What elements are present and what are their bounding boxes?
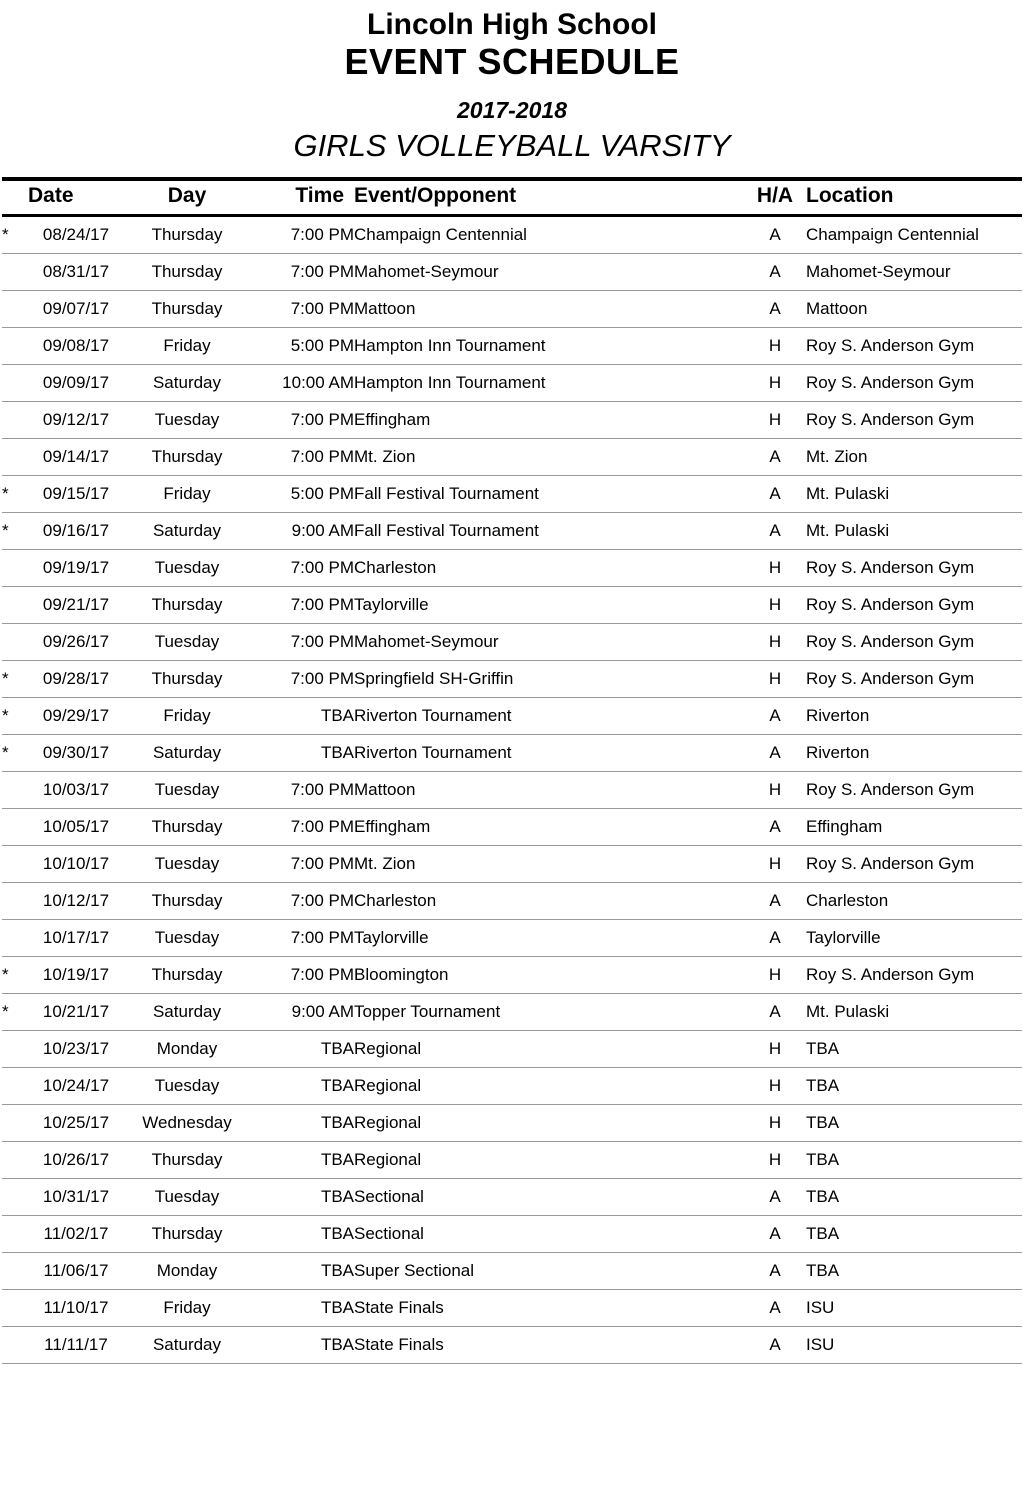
row-location: Roy S. Anderson Gym <box>806 549 1022 586</box>
row-date: 09/08/17 <box>28 327 124 364</box>
row-date: 10/24/17 <box>28 1067 124 1104</box>
table-row <box>2 1104 1022 1141</box>
row-date: 10/31/17 <box>28 1178 124 1215</box>
sport-label: GIRLS VOLLEYBALL VARSITY <box>293 127 731 163</box>
row-day: Saturday <box>124 993 250 1030</box>
table-row <box>2 401 1022 438</box>
row-day: Tuesday <box>124 623 250 660</box>
row-home-away: H <box>744 1030 806 1067</box>
row-date: 10/23/17 <box>28 1030 124 1067</box>
row-event: Charleston <box>354 882 744 919</box>
row-day: Thursday <box>124 808 250 845</box>
row-date: 09/21/17 <box>28 586 124 623</box>
row-time: TBA <box>250 1215 354 1252</box>
row-day: Tuesday <box>124 1067 250 1104</box>
row-home-away: A <box>744 697 806 734</box>
row-event: Regional <box>354 1141 744 1178</box>
table-row <box>2 697 1022 734</box>
row-event: Mattoon <box>354 771 744 808</box>
row-home-away: A <box>744 215 806 253</box>
row-location: Effingham <box>806 808 1022 845</box>
row-date: 10/19/17 <box>28 956 124 993</box>
row-star-marker <box>2 1067 28 1104</box>
row-star-marker <box>2 1104 28 1141</box>
row-date: 10/12/17 <box>28 882 124 919</box>
row-location: Mahomet-Seymour <box>806 253 1022 290</box>
row-day: Thursday <box>124 1215 250 1252</box>
row-location: TBA <box>806 1215 1022 1252</box>
row-day: Thursday <box>124 438 250 475</box>
row-star-marker <box>2 1030 28 1067</box>
row-home-away: A <box>744 734 806 771</box>
row-time: 7:00 PM <box>250 623 354 660</box>
row-day: Thursday <box>124 290 250 327</box>
table-row <box>2 1141 1022 1178</box>
row-home-away: A <box>744 808 806 845</box>
row-time: 7:00 PM <box>250 290 354 327</box>
row-date: 08/24/17 <box>28 215 124 253</box>
row-location: Mattoon <box>806 290 1022 327</box>
row-home-away: A <box>744 512 806 549</box>
row-date: 11/02/17 <box>28 1215 124 1252</box>
row-time: 9:00 AM <box>250 993 354 1030</box>
row-location: TBA <box>806 1067 1022 1104</box>
row-event: Hampton Inn Tournament <box>354 327 744 364</box>
row-day: Thursday <box>124 253 250 290</box>
row-home-away: A <box>744 253 806 290</box>
row-star-marker <box>2 1289 28 1326</box>
row-home-away: A <box>744 1252 806 1289</box>
row-date: 09/09/17 <box>28 364 124 401</box>
table-row <box>2 919 1022 956</box>
table-row <box>2 1252 1022 1289</box>
row-home-away: A <box>744 1326 806 1363</box>
row-location: Mt. Pulaski <box>806 993 1022 1030</box>
table-row <box>2 956 1022 993</box>
table-row <box>2 475 1022 512</box>
table-row <box>2 1067 1022 1104</box>
row-home-away: A <box>744 882 806 919</box>
row-date: 11/06/17 <box>28 1252 124 1289</box>
row-location: Charleston <box>806 882 1022 919</box>
table-row <box>2 215 1022 253</box>
row-date: 09/28/17 <box>28 660 124 697</box>
row-star-marker <box>2 623 28 660</box>
row-star-marker <box>2 549 28 586</box>
row-day: Saturday <box>124 512 250 549</box>
table-row <box>2 845 1022 882</box>
row-time: TBA <box>250 1178 354 1215</box>
table-row <box>2 1326 1022 1363</box>
row-event: Regional <box>354 1067 744 1104</box>
column-header-location: Location <box>806 181 1022 216</box>
row-star-marker <box>2 1141 28 1178</box>
row-home-away: H <box>744 771 806 808</box>
row-event: Charleston <box>354 549 744 586</box>
row-location: Roy S. Anderson Gym <box>806 660 1022 697</box>
column-header-event: Event/Opponent <box>354 181 744 216</box>
row-event: Super Sectional <box>354 1252 744 1289</box>
row-location: Roy S. Anderson Gym <box>806 956 1022 993</box>
table-row <box>2 364 1022 401</box>
row-star-marker <box>2 1326 28 1363</box>
row-location: Roy S. Anderson Gym <box>806 401 1022 438</box>
row-day: Thursday <box>124 1141 250 1178</box>
row-event: Springfield SH-Griffin <box>354 660 744 697</box>
row-home-away: A <box>744 1289 806 1326</box>
row-star-marker <box>2 253 28 290</box>
row-star-marker: * <box>2 734 28 771</box>
row-date: 10/10/17 <box>28 845 124 882</box>
row-location: Roy S. Anderson Gym <box>806 771 1022 808</box>
row-home-away: A <box>744 993 806 1030</box>
row-day: Monday <box>124 1030 250 1067</box>
row-star-marker: * <box>2 215 28 253</box>
row-star-marker <box>2 586 28 623</box>
row-event: Mt. Zion <box>354 438 744 475</box>
table-row <box>2 882 1022 919</box>
row-date: 10/26/17 <box>28 1141 124 1178</box>
document-header <box>0 0 1024 164</box>
row-date: 09/16/17 <box>28 512 124 549</box>
row-day: Friday <box>124 697 250 734</box>
row-date: 09/14/17 <box>28 438 124 475</box>
schedule-table <box>2 181 1022 1364</box>
row-day: Tuesday <box>124 919 250 956</box>
row-star-marker: * <box>2 660 28 697</box>
row-date: 09/26/17 <box>28 623 124 660</box>
row-star-marker <box>2 364 28 401</box>
row-home-away: H <box>744 549 806 586</box>
table-row <box>2 771 1022 808</box>
row-date: 09/15/17 <box>28 475 124 512</box>
row-time: 5:00 PM <box>250 475 354 512</box>
table-row <box>2 1215 1022 1252</box>
row-event: State Finals <box>354 1326 744 1363</box>
row-star-marker <box>2 882 28 919</box>
row-day: Saturday <box>124 734 250 771</box>
table-row <box>2 253 1022 290</box>
row-location: TBA <box>806 1252 1022 1289</box>
row-time: 7:00 PM <box>250 438 354 475</box>
row-star-marker <box>2 919 28 956</box>
row-day: Tuesday <box>124 771 250 808</box>
row-location: ISU <box>806 1326 1022 1363</box>
row-day: Thursday <box>124 956 250 993</box>
row-day: Thursday <box>124 586 250 623</box>
row-event: Regional <box>354 1104 744 1141</box>
row-date: 08/31/17 <box>28 253 124 290</box>
row-event: State Finals <box>354 1289 744 1326</box>
row-home-away: A <box>744 290 806 327</box>
row-date: 10/05/17 <box>28 808 124 845</box>
row-event: Fall Festival Tournament <box>354 475 744 512</box>
table-row <box>2 549 1022 586</box>
row-time: TBA <box>250 1252 354 1289</box>
row-event: Hampton Inn Tournament <box>354 364 744 401</box>
row-day: Thursday <box>124 215 250 253</box>
row-star-marker <box>2 1178 28 1215</box>
row-date: 10/25/17 <box>28 1104 124 1141</box>
row-date: 11/11/17 <box>28 1326 124 1363</box>
row-event: Sectional <box>354 1215 744 1252</box>
row-home-away: H <box>744 1104 806 1141</box>
row-star-marker <box>2 808 28 845</box>
row-event: Fall Festival Tournament <box>354 512 744 549</box>
row-day: Thursday <box>124 882 250 919</box>
row-location: Roy S. Anderson Gym <box>806 586 1022 623</box>
row-date: 09/19/17 <box>28 549 124 586</box>
row-date: 09/07/17 <box>28 290 124 327</box>
row-time: 7:00 PM <box>250 882 354 919</box>
row-time: 5:00 PM <box>250 327 354 364</box>
table-row <box>2 623 1022 660</box>
column-header-time: Time <box>250 181 354 216</box>
row-star-marker <box>2 327 28 364</box>
row-event: Mattoon <box>354 290 744 327</box>
row-star-marker <box>2 845 28 882</box>
row-location: Riverton <box>806 734 1022 771</box>
row-location: Mt. Pulaski <box>806 512 1022 549</box>
row-star-marker: * <box>2 512 28 549</box>
row-home-away: H <box>744 364 806 401</box>
row-date: 10/21/17 <box>28 993 124 1030</box>
table-header-row <box>2 181 1022 216</box>
row-location: Riverton <box>806 697 1022 734</box>
row-time: 7:00 PM <box>250 956 354 993</box>
row-day: Tuesday <box>124 1178 250 1215</box>
row-date: 09/29/17 <box>28 697 124 734</box>
row-day: Friday <box>124 1289 250 1326</box>
row-star-marker <box>2 771 28 808</box>
row-location: Roy S. Anderson Gym <box>806 623 1022 660</box>
row-home-away: H <box>744 660 806 697</box>
table-row <box>2 660 1022 697</box>
table-row <box>2 512 1022 549</box>
row-event: Mt. Zion <box>354 845 744 882</box>
table-row <box>2 1030 1022 1067</box>
table-row <box>2 290 1022 327</box>
row-event: Sectional <box>354 1178 744 1215</box>
row-home-away: H <box>744 327 806 364</box>
row-star-marker <box>2 290 28 327</box>
row-home-away: H <box>744 1141 806 1178</box>
row-star-marker <box>2 401 28 438</box>
row-location: ISU <box>806 1289 1022 1326</box>
row-time: 9:00 AM <box>250 512 354 549</box>
row-location: TBA <box>806 1104 1022 1141</box>
row-time: 7:00 PM <box>250 215 354 253</box>
row-event: Taylorville <box>354 919 744 956</box>
row-time: 7:00 PM <box>250 919 354 956</box>
table-row <box>2 438 1022 475</box>
row-time: 7:00 PM <box>250 808 354 845</box>
row-home-away: H <box>744 623 806 660</box>
row-day: Saturday <box>124 1326 250 1363</box>
row-location: TBA <box>806 1030 1022 1067</box>
row-home-away: H <box>744 845 806 882</box>
row-home-away: A <box>744 1178 806 1215</box>
row-date: 09/12/17 <box>28 401 124 438</box>
document-title: EVENT SCHEDULE <box>344 40 680 82</box>
row-time: 10:00 AM <box>250 364 354 401</box>
row-location: TBA <box>806 1178 1022 1215</box>
row-time: 7:00 PM <box>250 401 354 438</box>
row-location: TBA <box>806 1141 1022 1178</box>
row-time: TBA <box>250 734 354 771</box>
row-date: 09/30/17 <box>28 734 124 771</box>
row-home-away: H <box>744 1067 806 1104</box>
row-day: Saturday <box>124 364 250 401</box>
row-star-marker: * <box>2 956 28 993</box>
row-time: TBA <box>250 1104 354 1141</box>
row-day: Friday <box>124 475 250 512</box>
table-row <box>2 586 1022 623</box>
column-header-star <box>2 181 28 216</box>
table-row <box>2 327 1022 364</box>
row-home-away: H <box>744 401 806 438</box>
row-event: Effingham <box>354 808 744 845</box>
row-date: 10/03/17 <box>28 771 124 808</box>
table-row <box>2 1178 1022 1215</box>
row-time: 7:00 PM <box>250 660 354 697</box>
table-row <box>2 1289 1022 1326</box>
row-star-marker <box>2 438 28 475</box>
row-event: Mahomet-Seymour <box>354 623 744 660</box>
row-time: 7:00 PM <box>250 253 354 290</box>
row-home-away: A <box>744 438 806 475</box>
column-header-date: Date <box>28 181 124 216</box>
row-event: Champaign Centennial <box>354 215 744 253</box>
row-location: Roy S. Anderson Gym <box>806 327 1022 364</box>
row-day: Tuesday <box>124 845 250 882</box>
column-header-ha: H/A <box>744 181 806 216</box>
row-time: 7:00 PM <box>250 586 354 623</box>
row-home-away: H <box>744 586 806 623</box>
row-time: TBA <box>250 1326 354 1363</box>
row-day: Friday <box>124 327 250 364</box>
row-time: 7:00 PM <box>250 549 354 586</box>
row-location: Taylorville <box>806 919 1022 956</box>
season-label: 2017-2018 <box>457 96 567 123</box>
row-star-marker <box>2 1252 28 1289</box>
row-event: Bloomington <box>354 956 744 993</box>
row-location: Mt. Zion <box>806 438 1022 475</box>
row-date: 10/17/17 <box>28 919 124 956</box>
row-event: Riverton Tournament <box>354 734 744 771</box>
row-location: Roy S. Anderson Gym <box>806 364 1022 401</box>
row-time: TBA <box>250 1067 354 1104</box>
row-time: 7:00 PM <box>250 771 354 808</box>
row-home-away: H <box>744 956 806 993</box>
row-time: TBA <box>250 1030 354 1067</box>
row-day: Tuesday <box>124 401 250 438</box>
table-row <box>2 734 1022 771</box>
table-row <box>2 808 1022 845</box>
row-event: Riverton Tournament <box>354 697 744 734</box>
row-location: Roy S. Anderson Gym <box>806 845 1022 882</box>
schedule-body <box>2 215 1022 1363</box>
row-location: Champaign Centennial <box>806 215 1022 253</box>
row-star-marker: * <box>2 475 28 512</box>
row-day: Tuesday <box>124 549 250 586</box>
row-event: Mahomet-Seymour <box>354 253 744 290</box>
row-day: Thursday <box>124 660 250 697</box>
school-name: Lincoln High School <box>367 8 657 41</box>
row-home-away: A <box>744 1215 806 1252</box>
table-row <box>2 993 1022 1030</box>
row-day: Wednesday <box>124 1104 250 1141</box>
row-event: Topper Tournament <box>354 993 744 1030</box>
row-event: Effingham <box>354 401 744 438</box>
row-star-marker <box>2 1215 28 1252</box>
column-header-day: Day <box>124 181 250 216</box>
row-event: Regional <box>354 1030 744 1067</box>
row-event: Taylorville <box>354 586 744 623</box>
row-home-away: A <box>744 475 806 512</box>
row-time: TBA <box>250 1289 354 1326</box>
row-time: TBA <box>250 1141 354 1178</box>
row-star-marker: * <box>2 697 28 734</box>
row-date: 11/10/17 <box>28 1289 124 1326</box>
row-star-marker: * <box>2 993 28 1030</box>
row-day: Monday <box>124 1252 250 1289</box>
row-time: 7:00 PM <box>250 845 354 882</box>
row-location: Mt. Pulaski <box>806 475 1022 512</box>
row-home-away: A <box>744 919 806 956</box>
row-time: TBA <box>250 697 354 734</box>
